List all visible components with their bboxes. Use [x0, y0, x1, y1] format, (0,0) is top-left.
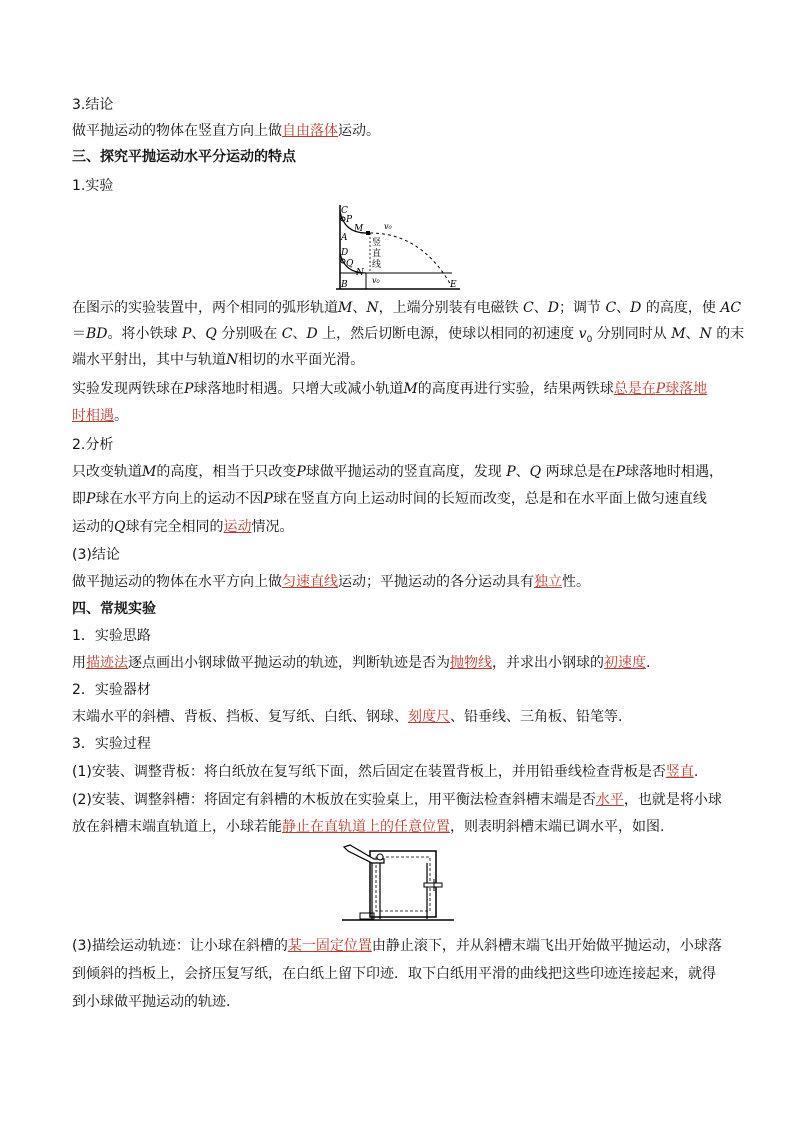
- para-result-line-1: [72, 379, 732, 399]
- var: P: [615, 464, 625, 480]
- answer-always: 总是在: [613, 381, 656, 397]
- text: 、: [352, 300, 367, 316]
- answer-initial-velocity: 初速度: [604, 655, 646, 671]
- answer-var-p: P: [655, 381, 666, 397]
- text: 末端水平的斜槽、背板、挡板、复写纸、白纸、钢球、: [72, 709, 408, 725]
- var: M: [403, 381, 418, 397]
- var: C: [281, 326, 293, 342]
- answer-ball-lands: 球落地: [665, 381, 708, 397]
- heading-experiment-1: 1.实验: [72, 178, 114, 194]
- answer-parabola: 抛物线: [450, 655, 492, 671]
- text: (3)描绘运动轨迹：让小球在斜槽的: [72, 938, 288, 954]
- answer-fixed-position: 某一固定位置: [287, 938, 372, 954]
- label-d: D: [341, 248, 349, 258]
- label-p: P: [346, 215, 353, 225]
- para-equipment: [72, 707, 732, 727]
- var: AC: [720, 300, 742, 316]
- var: D: [547, 300, 559, 316]
- inclined-chute: [344, 845, 384, 863]
- text: 做平抛运动的物体在竖直方向上做: [72, 123, 282, 139]
- label-c: C: [341, 206, 348, 216]
- heading-conclusion-3: 3.结论: [72, 97, 114, 113]
- label-vertical-3: 线: [372, 260, 382, 270]
- heading-conclusion-3b: (3)结论: [72, 547, 120, 563]
- label-v0-top: v₀: [384, 222, 392, 231]
- text: 做平抛运动的物体在水平方向上做: [72, 574, 282, 590]
- baffle-clamp: [424, 883, 442, 887]
- text: 即: [72, 491, 86, 507]
- var: C: [523, 300, 534, 316]
- text: 用: [72, 655, 86, 671]
- var: D: [306, 326, 318, 342]
- text: 的高度再进行实验，结果两铁球: [417, 381, 614, 397]
- text: 球落地时相遇。只增大或减小轨道: [193, 381, 404, 397]
- para-horizontal-conclusion: [72, 572, 732, 592]
- var: Q: [114, 519, 126, 535]
- text: 实验发现两铁球在: [72, 381, 184, 397]
- apparatus-figure-2: [342, 843, 454, 923]
- answer-rest-anywhere: 静止在直轨道上的任意位置: [282, 819, 450, 835]
- text: ，也就是将小球: [623, 792, 722, 808]
- text: 球有完全相同的: [125, 519, 224, 535]
- text: 只改变轨道: [72, 464, 142, 480]
- text: 、铅垂线、三角板、铅笔等.: [450, 709, 623, 725]
- small-ball: [377, 854, 383, 860]
- text: 逐点画出小钢球做平抛运动的轨迹，判断轨迹是否为: [128, 655, 450, 671]
- var: M: [338, 300, 353, 316]
- text: 、: [515, 464, 530, 480]
- text: 由静止滚下，并从斜槽末端飞出开始做平抛运动，小球落: [371, 938, 722, 954]
- experiment-figure-1: [332, 203, 462, 291]
- var: N: [366, 300, 379, 316]
- text: 的高度，相当于只改变: [156, 464, 297, 480]
- text: 球做平抛运动的竖直高度，发现: [305, 464, 507, 480]
- var: D: [630, 300, 642, 316]
- text: 的末: [711, 326, 745, 342]
- label-a: A: [341, 233, 348, 243]
- text: .: [646, 655, 651, 671]
- label-e: E: [450, 280, 457, 290]
- var: P: [506, 464, 516, 480]
- answer-meet: 时相遇: [72, 408, 114, 424]
- para-step-3-line-3: 到小球做平抛运动的轨迹.: [72, 994, 231, 1010]
- text: 分别同时从: [592, 326, 672, 342]
- label-vertical-2: 直: [372, 249, 382, 259]
- text: 球落地时相遇，: [625, 464, 723, 480]
- var: P: [86, 491, 96, 507]
- section-title-3: 三、探究平抛运动水平分运动的特点: [72, 149, 296, 165]
- text: ；调节: [559, 300, 606, 316]
- text: 球在竖直方向上运动时间的长短而改变，总是和在水平面上做匀速直线: [272, 491, 707, 507]
- text: 上，然后切断电源，使球以相同的初速度: [317, 326, 579, 342]
- text: 运动；平抛运动的各分运动具有: [338, 574, 534, 590]
- var: P: [263, 491, 273, 507]
- text: 、: [191, 326, 206, 342]
- var: Q: [205, 326, 217, 342]
- var: N: [226, 352, 239, 368]
- item-title-3: 3．实验过程: [72, 736, 151, 752]
- para-setup-line-2: [72, 324, 745, 350]
- label-m: M: [354, 224, 364, 234]
- var: M: [671, 326, 686, 342]
- answer-independent: 独立: [534, 574, 562, 590]
- text: 运动。: [338, 123, 380, 139]
- text: ，则表明斜槽末端已调水平，如图.: [450, 819, 665, 835]
- answer-uniform-linear: 匀速直线: [282, 574, 338, 590]
- answer-tracing-method: 描迹法: [86, 655, 128, 671]
- text: 。将小铁球: [107, 326, 182, 342]
- trajectory: [370, 233, 452, 287]
- para-analysis-line-2: [72, 489, 732, 509]
- var: P: [184, 381, 194, 397]
- text: ，并求出小钢球的: [492, 655, 604, 671]
- text: 性。: [562, 574, 590, 590]
- text: 、: [292, 326, 307, 342]
- para-step-2-line-1: [72, 790, 732, 810]
- para-vertical-conclusion: [72, 121, 732, 141]
- text: 相切的水平面光滑。: [238, 352, 365, 368]
- label-b: B: [341, 280, 348, 290]
- var: M: [142, 464, 157, 480]
- answer-horizontal: 水平: [595, 792, 624, 808]
- para-setup-line-3: [72, 350, 732, 370]
- answer-free-fall: 自由落体: [282, 123, 338, 139]
- track-m-end: [366, 231, 370, 235]
- text: 。: [114, 408, 128, 424]
- text: (1)安装、调整背板：将白纸放在复写纸下面，然后固定在装置背板上，并用铅垂线检查背板是否: [72, 764, 666, 780]
- para-step-2-line-2: [72, 817, 732, 837]
- text: 球在水平方向上的运动不因: [95, 491, 264, 507]
- var: v: [578, 326, 587, 342]
- text: 放在斜槽末端直轨道上，小球若能: [72, 819, 282, 835]
- text: 的高度，使: [641, 300, 721, 316]
- label-q: Q: [346, 259, 354, 269]
- var: BD: [86, 326, 108, 342]
- para-step-3-line-2: 到倾斜的挡板上，会挤压复写纸，在白纸上留下印迹．取下白纸用平滑的曲线把这些印迹连接起来，就得: [72, 966, 716, 982]
- answer-motion: 运动: [223, 519, 252, 535]
- para-result-line-2: [72, 406, 732, 426]
- section-title-4: 四、常规实验: [72, 601, 156, 617]
- white-paper: [376, 857, 430, 911]
- label-n: N: [356, 268, 364, 278]
- text: ＝: [72, 326, 86, 342]
- var: P: [181, 326, 192, 342]
- item-title-2: 2．实验器材: [72, 682, 151, 698]
- text: 、: [533, 300, 548, 316]
- para-analysis-line-1: [72, 462, 732, 482]
- text: 在图示的实验装置中，两个相同的弧形轨道: [72, 300, 338, 316]
- item-title-1: 1．实验思路: [72, 628, 151, 644]
- para-analysis-line-3: [72, 517, 732, 537]
- text: 、: [616, 300, 631, 316]
- heading-analysis-2: 2.分析: [72, 437, 114, 453]
- var: Q: [529, 464, 542, 480]
- var: N: [699, 326, 712, 342]
- text: (2)安装、调整斜槽：将固定有斜槽的木板放在实验桌上，用平衡法检查斜槽末端是否: [72, 792, 596, 808]
- subscript: 0: [586, 334, 593, 345]
- text: .: [693, 764, 699, 780]
- label-v0-bottom: v₀: [372, 276, 380, 285]
- text: 、: [685, 326, 700, 342]
- label-vertical-1: 竖: [372, 238, 382, 248]
- text: 情况。: [251, 519, 294, 535]
- text: ，上端分别装有电磁铁: [378, 300, 524, 316]
- answer-ruler: 刻度尺: [408, 709, 450, 725]
- var: C: [605, 300, 617, 316]
- para-experiment-idea: [72, 653, 732, 673]
- para-step-3-line-1: [72, 936, 732, 956]
- text: 端水平射出，其中与轨道: [72, 352, 226, 368]
- para-step-1: [72, 762, 732, 782]
- para-setup-line-1: [72, 298, 742, 318]
- text: 两球总是在: [541, 464, 616, 480]
- var: P: [296, 464, 306, 480]
- answer-vertical: 竖直: [665, 764, 694, 780]
- text: 运动的: [72, 519, 114, 535]
- text: 分别吸在: [216, 326, 282, 342]
